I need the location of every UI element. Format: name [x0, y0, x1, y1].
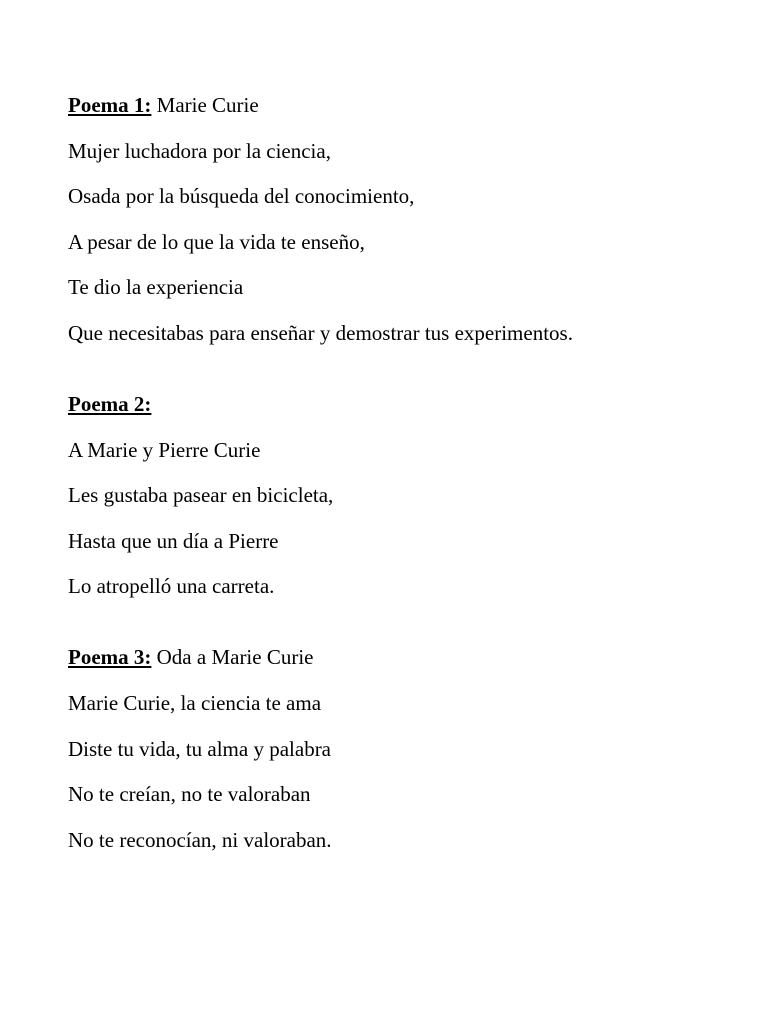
poem-1-title: Marie Curie [151, 93, 259, 117]
poem-3-line-1: Marie Curie, la ciencia te ama [68, 690, 322, 715]
poem-3-line-2: Diste tu vida, tu alma y palabra [68, 736, 332, 761]
poem-1-heading [68, 92, 748, 118]
poem-1-line-5: Que necesitabas para enseñar y demostrar tus experimentos. [68, 320, 573, 345]
poem-2-line-4: Lo atropelló una carreta. [68, 574, 275, 599]
poem-3-label: Poema 3: [68, 645, 152, 670]
poem-1-line-4: Te dio la experiencia [68, 275, 244, 300]
poem-1-line-1: Mujer luchadora por la ciencia, [68, 138, 331, 163]
poem-1-line-3: A pesar de lo que la vida te enseño, [68, 229, 365, 254]
poem-3-line-4: No te reconocían, ni valoraban. [68, 827, 332, 852]
poem-2-line-3: Hasta que un día a Pierre [68, 528, 279, 553]
poem-3-line-3: No te creían, no te valoraban [68, 782, 311, 807]
poem-3-title: Oda a Marie Curie [151, 645, 314, 670]
poem-1-line-2: Osada por la búsqueda del conocimiento, [68, 184, 415, 209]
poem-3 [68, 644, 748, 852]
poem-2-label: Poema 2: [68, 391, 152, 416]
poem-2-line-2: Les gustaba pasear en bicicleta, [68, 483, 334, 508]
poem-2-line-1: A Marie y Pierre Curie [68, 437, 261, 462]
poem-1-label: Poema 1: [68, 93, 152, 117]
poem-3-heading [68, 644, 748, 670]
document-page [68, 92, 748, 898]
poem-2 [68, 391, 748, 599]
poem-1 [68, 92, 748, 346]
poem-2-heading [68, 391, 748, 417]
